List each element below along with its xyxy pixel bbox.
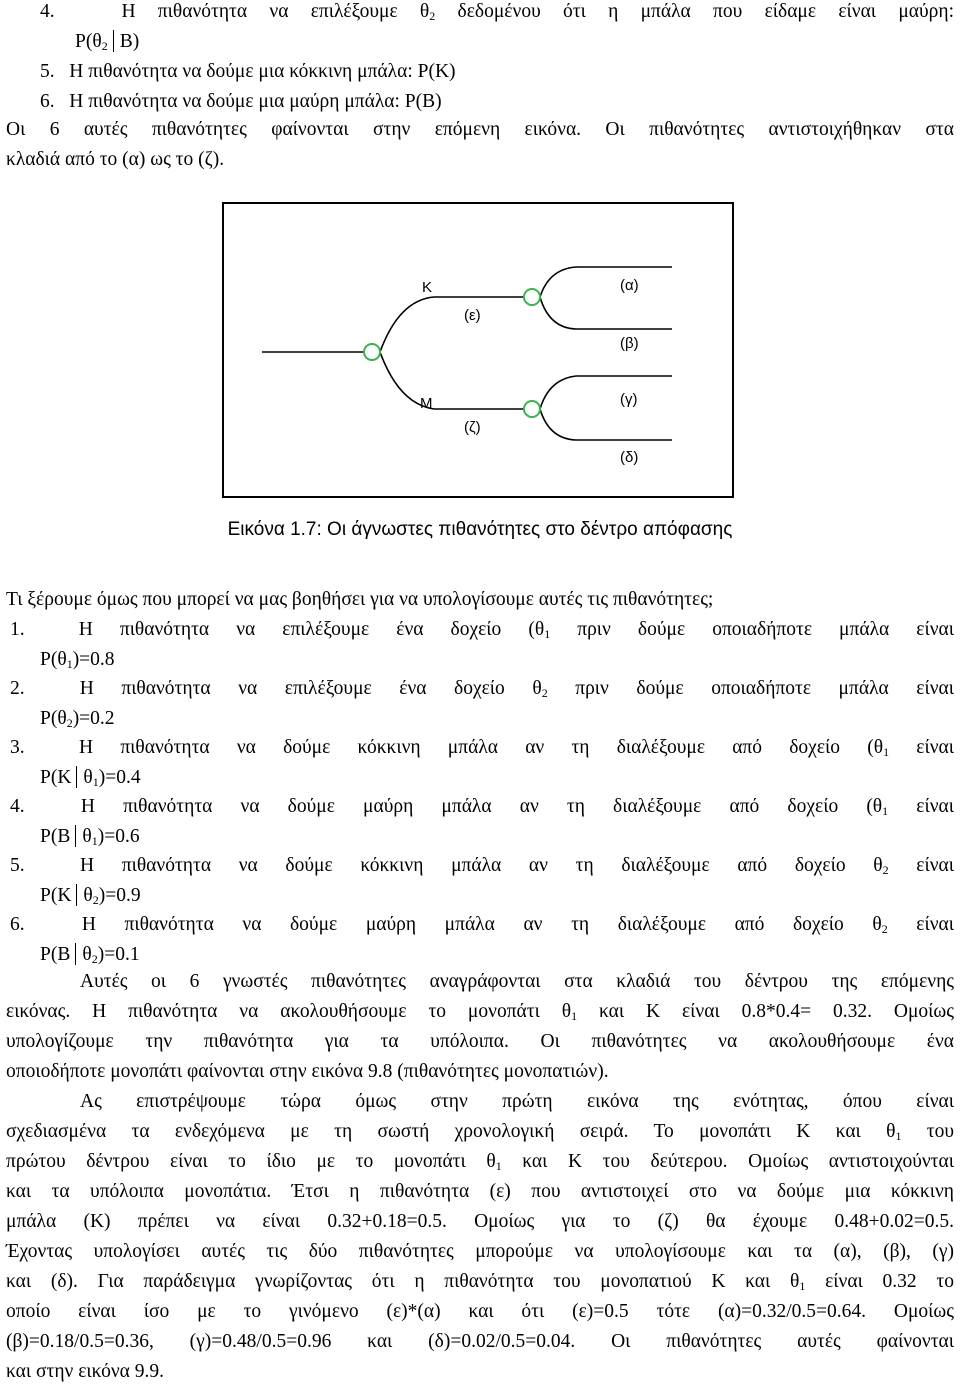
- known-item-4-value: P(B $\theta_1)=0.6$: [40, 826, 140, 848]
- node-m: [524, 401, 540, 417]
- para2-line-5: μπάλα (K) πρέπει να είναι 0.32+0.18=0.5. Ομοίως για το (ζ) θα έχουμε 0.48+0.02=0.5.: [6, 1211, 954, 1232]
- para2-line-1: Ας επιστρέψουμε τώρα όμως στην πρώτη εικόνα της ενότητας, όπου είναι: [80, 1091, 954, 1112]
- para2-line-4: και τα υπόλοιπα μονοπάτια. Έτσι η πιθανότητα (ε) που αντιστοιχεί στο να δούμε μια κόκκινη: [6, 1181, 954, 1202]
- label-d: (δ): [620, 449, 639, 466]
- item-5-line: 5. Η πιθανότητα να δούμε μια κόκκινη μπάλα: P(K): [40, 61, 456, 82]
- item-6-line: 6. Η πιθανότητα να δούμε μια μαύρη μπάλα: P(B): [40, 91, 442, 112]
- node-k: [524, 289, 540, 305]
- known-item-2-line: 2. Η πιθανότητα να επιλέξουμε ένα δοχείο $\theta_2$ πριν δούμε οποιαδήποτε μπάλα είναι: [10, 678, 955, 700]
- para2-line-2: σχεδιασμένα τα ενδεχόμενα με τη σωστή χρονολογική σειρά. Το μονοπάτι K και $\theta_1$ του: [6, 1121, 954, 1143]
- para2-line-7: και (δ). Για παράδειγμα γνωρίζοντας ότι η πιθανότητα του μονοπατιού K και $\theta_1$ είναι 0.32 το: [6, 1271, 954, 1293]
- item-4-line: 4. Η πιθανότητα να επιλέξουμε $\theta_2$ δεδομένου ότι η μπάλα που είδαμε είναι μαύρη:: [40, 1, 954, 23]
- root-node: [364, 344, 380, 360]
- item-4-cont: $P(\theta_2$ Β): [75, 31, 140, 53]
- branch-g: [540, 376, 576, 409]
- question-line: Τι ξέρουμε όμως που μπορεί να μας βοηθήσει για να υπολογίσουμε αυτές τις πιθανότητες;: [6, 589, 714, 610]
- known-item-3-value: P(K $\theta_1)=0.4$: [40, 767, 141, 789]
- branch-e: [380, 297, 434, 352]
- para2-line-9: (β)=0.18/0.5=0.36, (γ)=0.48/0.5=0.96 και (δ)=0.02/0.5=0.04. Οι πιθανότητες αυτές φαίνονται: [6, 1331, 954, 1352]
- label-a: (α): [620, 277, 639, 294]
- known-item-2-value: $P(\theta_2)=0.2$: [40, 708, 115, 730]
- known-item-1-value: $P(\theta_1)=0.8$: [40, 649, 115, 671]
- branch-d: [540, 409, 576, 440]
- label-m: M: [420, 395, 433, 412]
- para1-line-3: υπολογίζουμε την πιθανότητα για τα υπόλοιπα. Οι πιθανότητες να ακολουθήσουμε ένα: [6, 1031, 954, 1052]
- known-item-6-line: 6. Η πιθανότητα να δούμε μαύρη μπάλα αν τη διαλέξουμε από δοχείο $\theta_2$ είναι: [10, 914, 955, 936]
- para2-line-6: Έχοντας υπολογίσει αυτές τις δύο πιθανότητες μπορούμε να υπολογίσουμε και τα (α), (β), (γ): [6, 1241, 954, 1262]
- label-e: (ε): [464, 307, 481, 324]
- label-z: (ζ): [464, 419, 481, 436]
- label-b: (β): [620, 335, 639, 352]
- para1-line-2: εικόνας. Η πιθανότητα να ακολουθήσουμε το μονοπάτι $\theta_1$ και K είναι 0.8*0.4= 0.32. Ομοίως: [6, 1001, 954, 1023]
- para1-line-4: οποιοδήποτε μονοπάτι φαίνονται στην εικόνα 9.8 (πιθανότητες μονοπατιών).: [6, 1061, 609, 1082]
- known-item-5-line: 5. Η πιθανότητα να δούμε κόκκινη μπάλα αν τη διαλέξουμε από δοχείο $\theta_2$ είναι: [10, 855, 955, 877]
- known-item-1-line: 1. Η πιθανότητα να επιλέξουμε ένα δοχείο ($\theta_1$ πριν δούμε οποιαδήποτε μπάλα είναι: [10, 619, 955, 641]
- intro-line-1: Οι 6 αυτές πιθανότητες φαίνονται στην επόμενη εικόνα. Οι πιθανότητες αντιστοιχήθηκαν στα: [6, 119, 954, 140]
- decision-tree-figure: [222, 202, 734, 498]
- para2-line-3: πρώτου δέντρου είναι το ίδιο με το μονοπάτι $\theta_1$ και K του δεύτερου. Ομοίως αντιστοιχούνται: [6, 1151, 954, 1173]
- para2-line-10: και στην εικόνα 9.9.: [6, 1361, 164, 1382]
- known-item-4-line: 4. Η πιθανότητα να δούμε μαύρη μπάλα αν τη διαλέξουμε από δοχείο ($\theta_1$ είναι: [10, 796, 954, 818]
- branch-b: [540, 297, 576, 329]
- decision-tree-svg: [224, 204, 732, 496]
- known-item-6-value: P(B $\theta_2)=0.1$: [40, 944, 140, 966]
- label-k: K: [422, 279, 433, 296]
- known-item-3-line: 3. Η πιθανότητα να δούμε κόκκινη μπάλα αν τη διαλέξουμε από δοχείο ($\theta_1$ είναι: [10, 737, 954, 759]
- label-g: (γ): [620, 391, 638, 408]
- para1-line-1: Αυτές οι 6 γνωστές πιθανότητες αναγράφονται στα κλαδιά του δέντρου της επόμενης: [80, 971, 954, 992]
- branch-a: [540, 267, 576, 297]
- para2-line-8: οποίο είναι ίσο με το γινόμενο (ε)*(α) και ότι (ε)=0.5 τότε (α)=0.32/0.5=0.64. Ομοίως: [6, 1301, 954, 1322]
- intro-line-2: κλαδιά από το (α) ως το (ζ).: [6, 149, 225, 170]
- figure-caption: Εικόνα 1.7: Οι άγνωστες πιθανότητες στο δέντρο απόφασης: [227, 519, 733, 540]
- known-item-5-value: P(K $\theta_2)=0.9$: [40, 885, 141, 907]
